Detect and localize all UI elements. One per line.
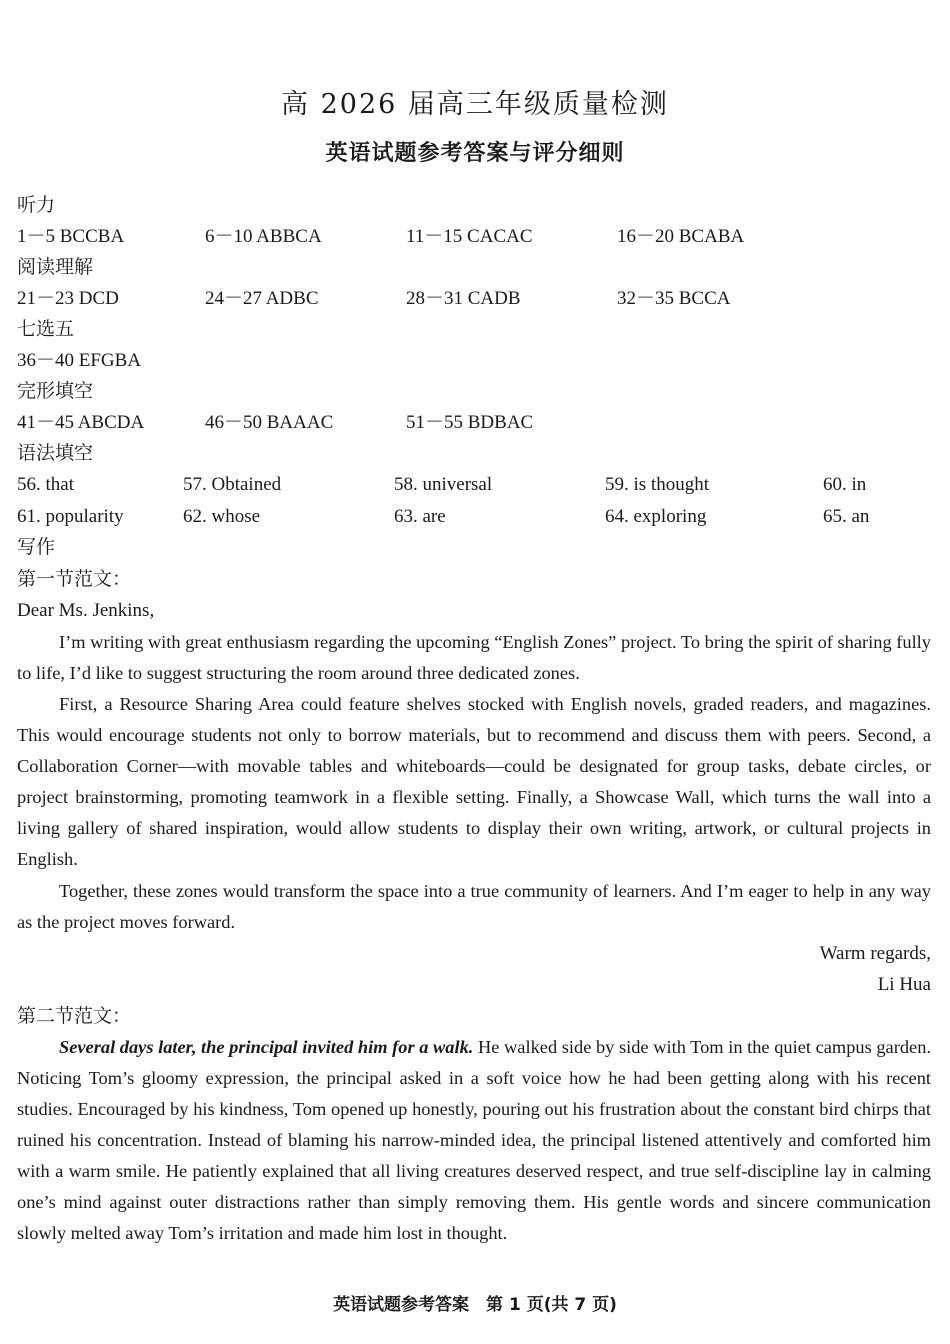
answer-group: 21－23 DCD [17,288,119,309]
grammar-answer: 62. whose [183,506,261,527]
letter-paragraph-2: First, a Resource Sharing Area could feature shelves stocked with English novels, graded readers, and magazines. This would encourage students not only to borrow materials, but to recommend and discuss them with peers. Second, a Collaboration Corner—with movable tables and whiteboards—could be designated for group tasks, debate circles, or project brainstorming, promoting teamwork in a flexible setting. Finally, a Showcase Wall, which turns the wall into a living gallery of shared inspiration, would allow students to display their own writing, artwork, or cultural projects in English. [17,694,931,869]
letter-paragraph-3: Together, these zones would transform the space into a true community of learners. And I’m eager to help in any way as the project moves forward. [17,881,931,932]
letter-paragraph-1: I’m writing with great enthusiasm regarding the upcoming “English Zones” project. To bring the spirit of sharing fully to life, I’d like to suggest structuring the room around three dedicated zones. [17,632,931,683]
page-title: 高 2026 届高三年级质量检测 [281,89,669,120]
answer-group: 6－10 ABBCA [205,226,322,247]
section-heading-grammar: 语法填空 [17,442,94,464]
grammar-answer: 63. are [394,506,446,527]
grammar-answer: 64. exploring [605,506,707,527]
section-heading-listening: 听力 [17,194,56,216]
answer-group: 51－55 BDBAC [406,412,534,433]
grammar-answer: 56. that [17,474,74,495]
grammar-answer: 65. an [823,506,870,527]
section-heading-seven-choose-five: 七选五 [17,318,75,340]
answer-group: 24－27 ADBC [205,288,319,309]
grammar-answer: 58. universal [394,474,493,495]
answer-group: 41－45 ABCDA [17,412,145,433]
page-footer: 英语试题参考答案 第 1 页(共 7 页) [333,1295,617,1315]
answer-group: 28－31 CADB [406,288,521,309]
answer-group: 32－35 BCCA [617,288,731,309]
continuation-body: He walked side by side with Tom in the quiet campus garden. Noticing Tom’s gloomy expression, the principal asked in a soft voice how he had been getting along with his recent studies. Encouraged by his kindness, Tom opened up honestly, pouring out his frustration about the constant bird chirps that ruined his concentration. Instead of blaming his narrow-minded idea, the principal listened attentively and comforted him with a warm smile. He patiently explained that all living creatures deserved respect, and true self-discipline lay in calming one’s mind against outer distractions rather than simply removing them. His gentle words and sincere communication slowly melted away Tom’s irritation and made him lost in thought. [17,1037,931,1243]
writing-part2-heading: 第二节范文： [17,1005,132,1027]
letter-closing: Warm regards, [819,943,931,964]
grammar-answer: 60. in [823,474,867,495]
answer-group: 16－20 BCABA [617,226,745,247]
answer-group: 1－5 BCCBA [17,226,125,247]
answer-group: 46－50 BAAAC [205,412,334,433]
answer-group: 36－40 EFGBA [17,350,142,371]
section-heading-reading: 阅读理解 [17,256,94,278]
letter-salutation: Dear Ms. Jenkins, [17,600,155,621]
letter-signature: Li Hua [877,974,931,995]
page-subtitle: 英语试题参考答案与评分细则 [325,141,625,166]
answer-group: 11－15 CACAC [406,226,533,247]
continuation-lead-sentence: Several days later, the principal invited him for a walk. [59,1037,474,1057]
grammar-answer: 59. is thought [605,474,709,495]
grammar-answer: 57. Obtained [183,474,282,495]
grammar-answer: 61. popularity [17,506,124,527]
writing-part1-heading: 第一节范文： [17,568,132,590]
continuation-paragraph [17,1032,931,1249]
section-heading-cloze: 完形填空 [17,380,94,402]
section-heading-writing: 写作 [17,536,56,558]
